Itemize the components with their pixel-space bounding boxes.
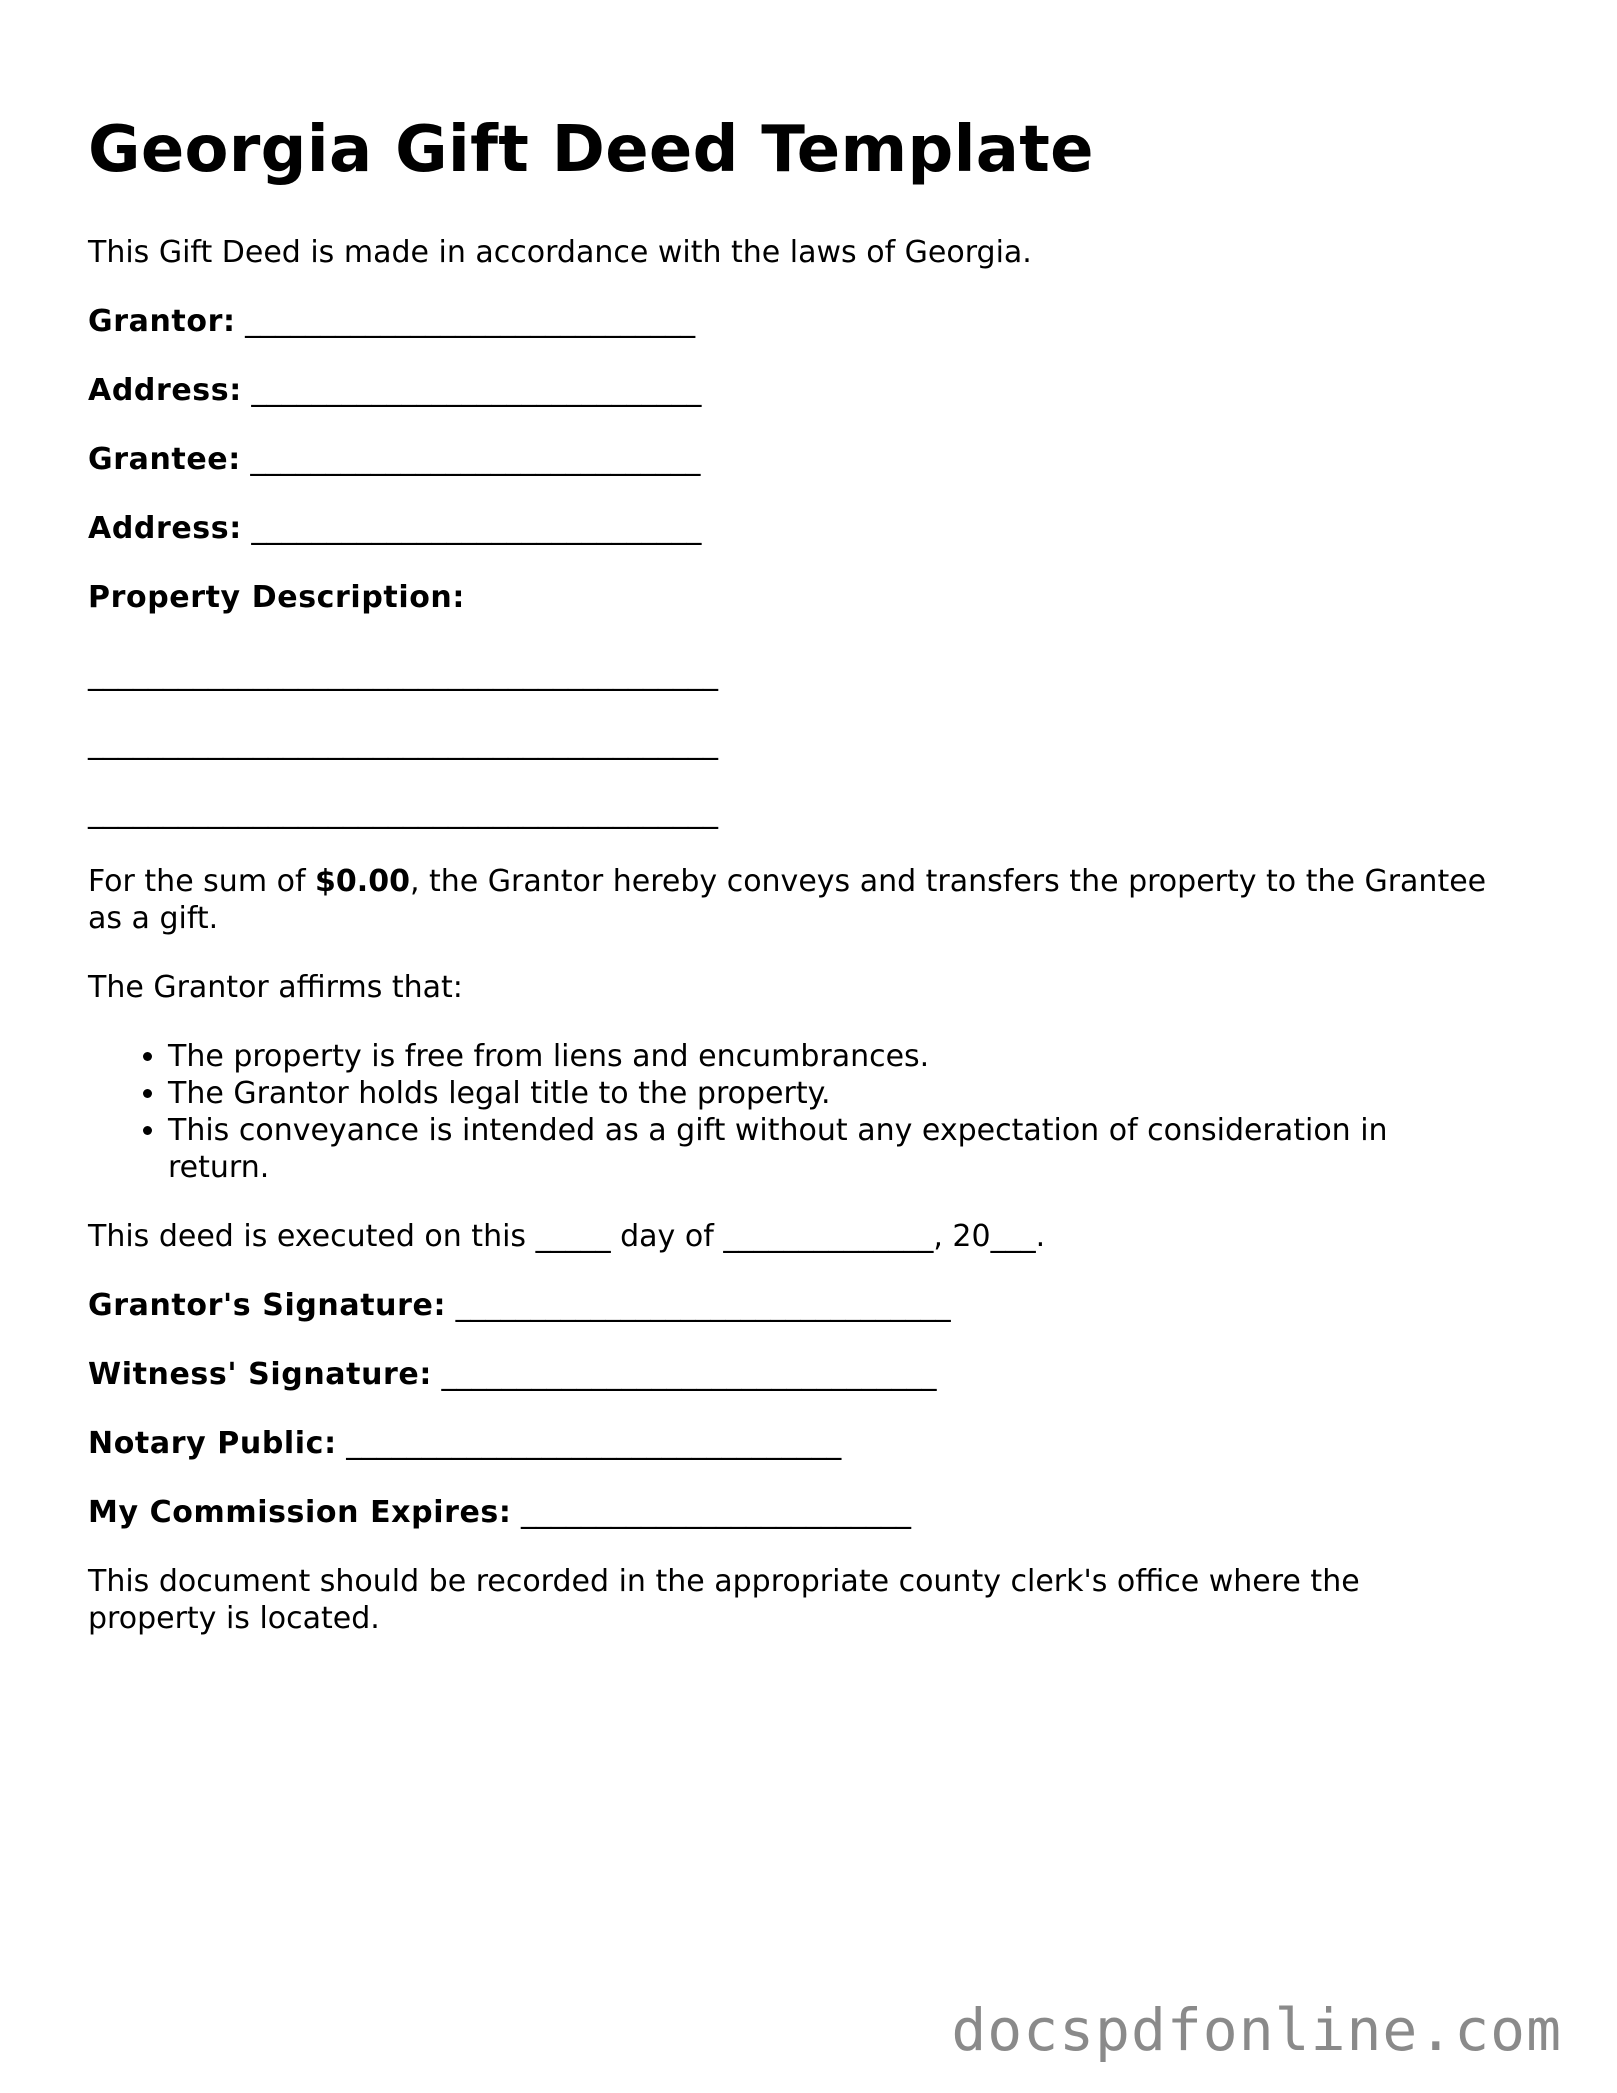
execution-prefix: This deed is executed on this: [88, 1219, 536, 1254]
intro-text: This Gift Deed is made in accordance with the laws of Georgia.: [88, 235, 1032, 270]
grantor-signature-blank: _________________________________: [455, 1288, 951, 1323]
grantee-address-blank: ______________________________: [251, 511, 702, 546]
grantor-address-blank: ______________________________: [251, 373, 702, 408]
grantor-label: Grantor:: [88, 304, 236, 339]
commission-expires-label: My Commission Expires:: [88, 1495, 512, 1530]
execution-year-blank: ___: [990, 1219, 1036, 1254]
execution-month-blank: ______________: [723, 1219, 934, 1254]
document-title: Georgia Gift Deed Template: [88, 113, 1094, 187]
property-description-label-text: Property Description:: [88, 580, 465, 615]
execution-date-line: [88, 1218, 1488, 1255]
document-page: [88, 110, 1488, 1669]
property-description-line-3: __________________________________________: [88, 795, 718, 830]
execution-year-prefix: , 20: [933, 1219, 991, 1254]
grantor-address-label: Address:: [88, 373, 242, 408]
grantee-blank: ______________________________: [250, 442, 701, 477]
commission-expires-field: [88, 1494, 1488, 1531]
list-item: • The property is free from liens and encumbrances.: [168, 1038, 1488, 1075]
grantor-blank: ______________________________: [245, 304, 696, 339]
grantor-field: [88, 303, 1488, 340]
witness-signature-blank: _________________________________: [441, 1357, 937, 1392]
notary-public-field: [88, 1425, 1488, 1462]
grantor-address-field: [88, 372, 1488, 409]
consideration-suffix: , the Grantor hereby conveys and transfers the property to the Grantee as a gift.: [88, 864, 1487, 936]
grantee-field: [88, 441, 1488, 478]
list-item: • The Grantor holds legal title to the property.: [168, 1075, 1488, 1112]
commission-expires-blank: __________________________: [521, 1495, 912, 1530]
witness-signature-field: [88, 1356, 1488, 1393]
notary-public-blank: _________________________________: [346, 1426, 842, 1461]
grantor-signature-field: [88, 1287, 1488, 1324]
execution-day-blank: _____: [535, 1219, 611, 1254]
list-item: • This conveyance is intended as a gift without any expectation of consideration in return.: [168, 1112, 1488, 1186]
notary-public-label: Notary Public:: [88, 1426, 337, 1461]
consideration-prefix: For the sum of: [88, 864, 316, 899]
execution-end: .: [1035, 1219, 1046, 1254]
execution-mid: day of: [610, 1219, 724, 1254]
watermark-text: docspdfonline.com: [951, 1996, 1562, 2064]
witness-signature-label: Witness' Signature:: [88, 1357, 432, 1392]
grantee-address-field: [88, 510, 1488, 547]
grantee-address-label: Address:: [88, 511, 242, 546]
affirmation-intro: The Grantor affirms that:: [88, 970, 463, 1005]
property-description-line-2: __________________________________________: [88, 726, 718, 761]
recording-note: This document should be recorded in the appropriate county clerk's office where the property is located.: [88, 1564, 1360, 1636]
consideration-amount: $0.00: [315, 864, 410, 899]
grantee-label: Grantee:: [88, 442, 241, 477]
consideration-text: [88, 863, 1488, 937]
grantor-signature-label: Grantor's Signature:: [88, 1288, 447, 1323]
property-description-line-1: __________________________________________: [88, 657, 718, 692]
property-description-label: [88, 579, 1488, 616]
affirmation-list: [88, 1038, 1488, 1186]
